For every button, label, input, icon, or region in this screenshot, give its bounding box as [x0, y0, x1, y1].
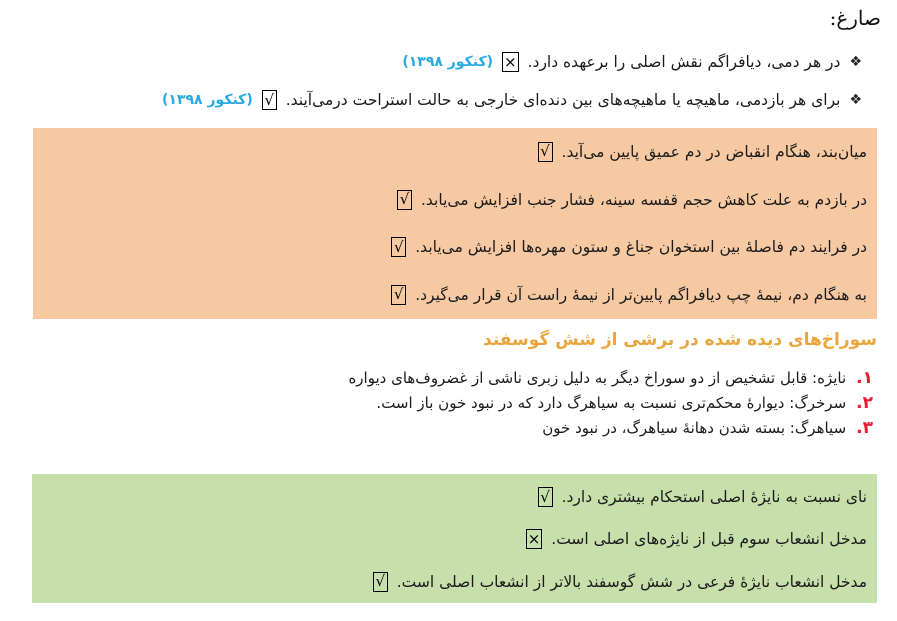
- statement-text: در بازدم به علت کاهش حجم قفسه سینه، فشار جنب افزایش می‌یابد.: [420, 190, 867, 209]
- statement-text: مدخل انشعاب نایژهٔ فرعی در شش گوسفند بالاتر از انشعاب اصلی است.: [396, 572, 867, 591]
- section-heading: سوراخ‌های دیده شده در برشی از شش گوسفند: [483, 330, 877, 350]
- bullet-line: [162, 90, 862, 110]
- statement-row: [42, 518, 867, 560]
- statement-text: نای نسبت به نایژهٔ اصلی استحکام بیشتری دارد.: [561, 488, 867, 507]
- statement-row: [43, 271, 867, 319]
- checkbox-x-icon[interactable]: ×: [504, 52, 517, 71]
- bullet-text: در هر دمی، دیافراگم نقش اصلی را برعهده دارد.: [527, 53, 841, 71]
- diamond-bullet-icon: ❖: [849, 54, 862, 70]
- list-item: [348, 368, 873, 388]
- item-text: سیاهرگ: بسته شدن دهانهٔ سیاهرگ، در نبود خون: [542, 419, 847, 437]
- checkbox-check-icon[interactable]: √: [391, 237, 406, 257]
- list-item: [348, 393, 873, 413]
- statement-row: [42, 561, 867, 603]
- statement-text: در فرایند دم فاصلهٔ بین استخوان جناغ و ستون مهره‌ها افزایش می‌یابد.: [415, 238, 867, 257]
- checkbox-check-icon[interactable]: √: [538, 487, 553, 507]
- checkbox-check-icon[interactable]: √: [397, 190, 412, 210]
- checkbox-check-icon[interactable]: √: [373, 572, 388, 592]
- checkbox-check-icon[interactable]: √: [391, 285, 406, 305]
- list-item: [348, 418, 873, 438]
- statement-text: میان‌بند، هنگام انقباض در دم عمیق پایین می‌آید.: [561, 142, 867, 161]
- checkbox-check-icon[interactable]: √: [262, 90, 277, 110]
- statement-text: به هنگام دم، نیمهٔ چپ دیافراگم پایین‌تر از نیمهٔ راست آن قرار می‌گیرد.: [415, 285, 867, 304]
- checkbox-check-icon[interactable]: √: [538, 142, 553, 162]
- numbered-list: [348, 368, 873, 438]
- statement-row: [43, 128, 867, 176]
- statement-row: [42, 476, 867, 518]
- page-title: صارغ:: [829, 6, 881, 30]
- green-highlight-box: [32, 474, 877, 603]
- item-number: ۳.: [856, 418, 873, 438]
- item-text: نایژه: قابل تشخیص از دو سوراخ دیگر به دلیل زبری ناشی از غضروف‌های دیواره: [348, 369, 847, 387]
- statement-text: مدخل انشعاب سوم قبل از نایژه‌های اصلی است.: [551, 530, 867, 549]
- statement-row: [43, 223, 867, 271]
- bullet-line: [402, 52, 862, 72]
- bullet-text: برای هر بازدمی، ماهیچه یا ماهیچه‌های بین دنده‌ای خارجی به حالت استراحت درمی‌آیند.: [285, 91, 841, 109]
- checkbox-x-icon[interactable]: ×: [527, 529, 541, 548]
- statement-row: [43, 176, 867, 224]
- item-text: سرخرگ: دیوارهٔ محکم‌تری نسبت به سیاهرگ دارد که در نبود خون باز است.: [376, 394, 847, 412]
- item-number: ۲.: [856, 393, 873, 413]
- diamond-bullet-icon: ❖: [849, 92, 862, 108]
- orange-highlight-box: [33, 128, 877, 319]
- item-number: ۱.: [856, 368, 873, 388]
- exam-year-tag: (کنکور ۱۳۹۸): [162, 92, 253, 108]
- exam-year-tag: (کنکور ۱۳۹۸): [402, 54, 494, 70]
